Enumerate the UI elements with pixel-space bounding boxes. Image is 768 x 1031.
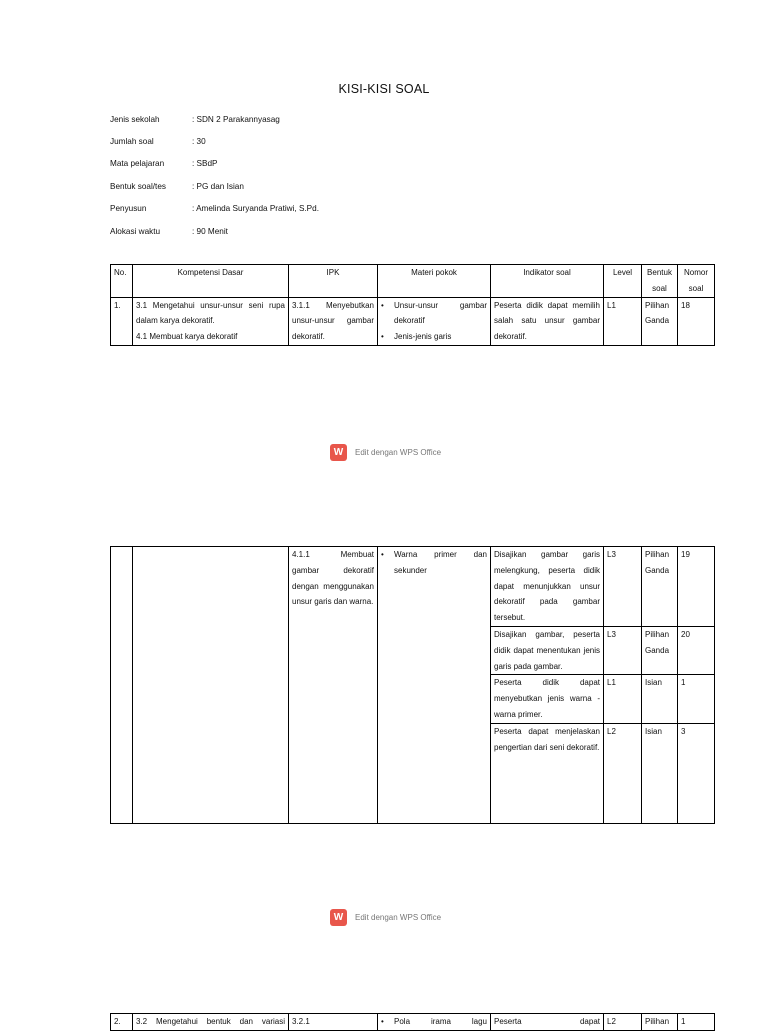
kd-text: 3.1 Mengetahui unsur-unsur seni rupa dalam karya dekoratif.	[136, 300, 285, 326]
cell-bentuk-soal: Pilihan Ganda	[642, 297, 678, 345]
kd-text: 4.1 Membuat karya dekoratif	[136, 332, 238, 342]
meta-value: : 90 Menit	[192, 226, 228, 236]
list-item	[381, 1014, 487, 1030]
cell-materi-pokok	[378, 1014, 491, 1031]
cell-indikator-soal: Peserta dapat menjelaskan pengertian dari seni dekoratif.	[491, 723, 604, 823]
materi-text: Unsur-unsur gambar dekoratif	[394, 300, 487, 326]
bullet-icon: •	[381, 332, 384, 342]
cell-level: L2	[604, 723, 642, 823]
cell-bentuk-soal: Isian	[642, 675, 678, 723]
meta-value: : PG dan Isian	[192, 181, 244, 191]
cell-materi-pokok	[378, 297, 491, 345]
meta-value: : SBdP	[192, 159, 218, 169]
meta-row	[110, 153, 319, 175]
header-no: No.	[111, 265, 133, 298]
meta-value: : SDN 2 Parakannyasag	[192, 114, 280, 124]
header-materi-pokok: Materi pokok	[378, 265, 491, 298]
meta-label: Mata pelajaran	[110, 159, 165, 169]
cell-no	[111, 547, 133, 824]
cell-nomor-soal: 1	[678, 675, 715, 723]
meta-row	[110, 175, 319, 197]
cell-bentuk-soal: Isian	[642, 723, 678, 823]
kisi-kisi-table-page-1	[110, 264, 715, 346]
cell-level: L1	[604, 675, 642, 723]
meta-row	[110, 108, 319, 130]
meta-label: Penyusun	[110, 204, 147, 214]
list-item	[381, 298, 487, 330]
header-bentuk-soal: Bentuk soal	[642, 265, 678, 298]
cell-ipk: 4.1.1 Membuat gambar dekoratif dengan menggunakan unsur garis dan warna.	[289, 547, 378, 824]
header-ipk: IPK	[289, 265, 378, 298]
cell-indikator-soal: Peserta dapat	[491, 1014, 604, 1031]
wps-office-icon: W	[330, 909, 347, 926]
wps-office-icon: W	[330, 444, 347, 461]
cell-bentuk-soal: Pilihan Ganda	[642, 547, 678, 627]
wps-watermark	[330, 909, 441, 926]
cell-indikator-soal: Disajikan gambar garis melengkung, peserta didik dapat menunjukkan unsur dekoratif pada gambar tersebut.	[491, 547, 604, 627]
meta-row	[110, 220, 319, 242]
cell-indikator-soal: Peserta didik dapat memilih salah satu unsur gambar dekoratif.	[491, 297, 604, 345]
watermark-text: Edit dengan WPS Office	[355, 448, 442, 457]
list-item	[381, 329, 487, 345]
cell-level: L2	[604, 1014, 642, 1031]
cell-materi-pokok	[378, 547, 491, 824]
cell-level: L1	[604, 297, 642, 345]
materi-text: Warna primer dan sekunder	[394, 550, 487, 575]
cell-no: 1.	[111, 297, 133, 345]
cell-kompetensi-dasar: 3.2 Mengetahui bentuk dan variasi	[133, 1014, 289, 1031]
cell-nomor-soal: 3	[678, 723, 715, 823]
meta-row	[110, 130, 319, 152]
meta-label: Alokasi waktu	[110, 226, 161, 236]
meta-label: Bentuk soal/tes	[110, 181, 166, 191]
cell-indikator-soal: Peserta didik dapat menyebutkan jenis warna -warna primer.	[491, 675, 604, 723]
cell-no: 2.	[111, 1014, 133, 1031]
header-nomor-soal: Nomor soal	[678, 265, 715, 298]
header-level: Level	[604, 265, 642, 298]
kisi-kisi-table-page-2	[110, 546, 715, 824]
cell-nomor-soal: 18	[678, 297, 715, 345]
cell-kompetensi-dasar	[133, 297, 289, 345]
cell-level: L3	[604, 626, 642, 674]
table-row	[111, 1014, 715, 1031]
cell-ipk: 3.1.1 Menyebutkan unsur-unsur gambar dekoratif.	[289, 297, 378, 345]
cell-nomor-soal: 1	[678, 1014, 715, 1031]
wps-watermark	[330, 444, 441, 461]
watermark-text: Edit dengan WPS Office	[355, 913, 442, 922]
meta-row	[110, 198, 319, 220]
bullet-icon: •	[381, 550, 384, 559]
bullet-icon: •	[381, 1017, 384, 1026]
kisi-kisi-table-page-3	[110, 1013, 715, 1031]
cell-bentuk-soal: Pilihan	[642, 1014, 678, 1031]
cell-level: L3	[604, 547, 642, 627]
header-kompetensi-dasar: Kompetensi Dasar	[133, 265, 289, 298]
meta-label: Jenis sekolah	[110, 114, 160, 124]
bullet-icon: •	[381, 300, 384, 310]
header-indikator-soal: Indikator soal	[491, 265, 604, 298]
table-header-row	[111, 265, 715, 298]
materi-text: Jenis-jenis garis	[394, 332, 452, 342]
cell-ipk: 3.2.1	[289, 1014, 378, 1031]
document-meta	[110, 108, 319, 242]
meta-value: : 30	[192, 137, 206, 147]
cell-bentuk-soal: Pilihan Ganda	[642, 626, 678, 674]
table-row	[111, 547, 715, 627]
cell-nomor-soal: 19	[678, 547, 715, 627]
page-title: KISI-KISI SOAL	[338, 82, 430, 96]
cell-kompetensi-dasar	[133, 547, 289, 824]
meta-label: Jumlah soal	[110, 137, 154, 147]
list-item	[381, 547, 487, 579]
cell-indikator-soal: Disajikan gambar, peserta didik dapat menentukan jenis garis pada gambar.	[491, 626, 604, 674]
cell-nomor-soal: 20	[678, 626, 715, 674]
meta-value: : Amelinda Suryanda Pratiwi, S.Pd.	[192, 204, 319, 214]
table-row	[111, 297, 715, 345]
materi-text: Pola irama lagu	[394, 1017, 487, 1026]
